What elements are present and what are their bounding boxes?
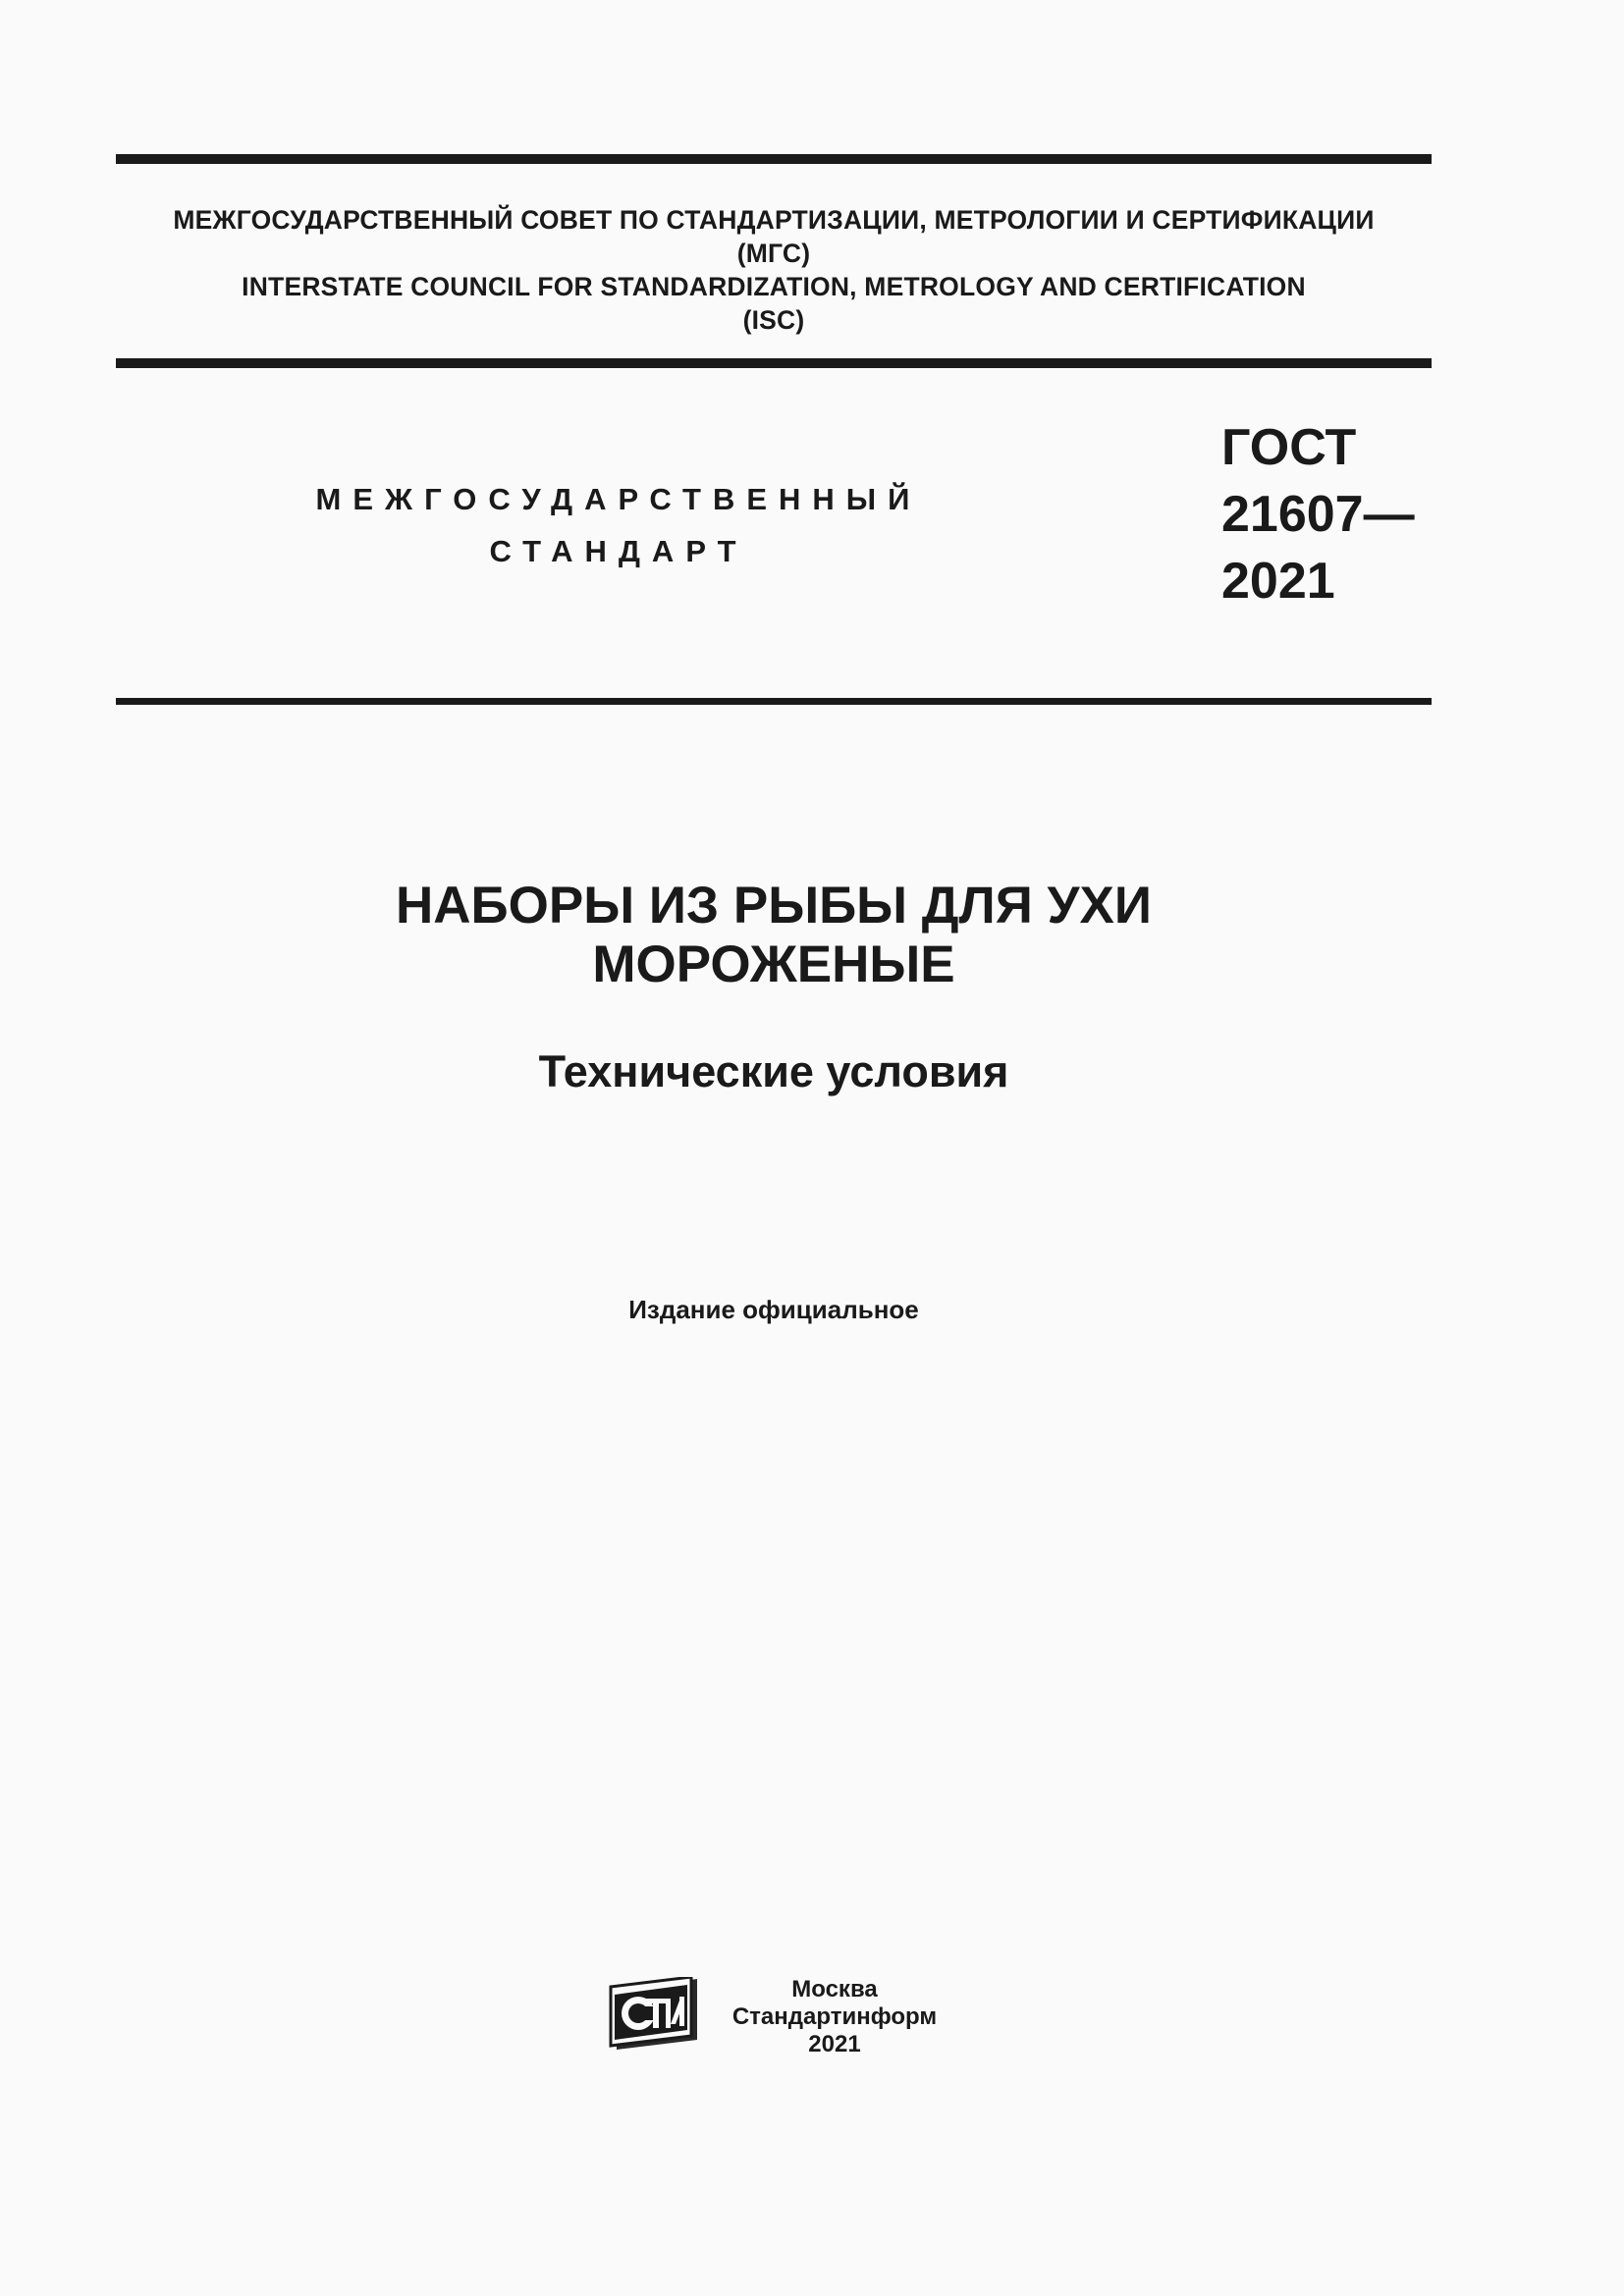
title-line2: МОРОЖЕНЫЕ	[592, 935, 955, 993]
council-name-en: INTERSTATE COUNCIL FOR STANDARDIZATION, METROLOGY AND CERTIFICATION	[242, 272, 1306, 301]
standard-type-line2: СТАНДАРТ	[489, 534, 748, 568]
imprint-city: Москва	[791, 1976, 878, 2002]
standard-type	[295, 473, 943, 577]
designation-prefix: ГОСТ	[1221, 419, 1357, 476]
council-abbr-en: (ISC)	[742, 305, 805, 335]
top-rule	[116, 154, 1432, 164]
document-title	[116, 877, 1432, 994]
council-header	[116, 203, 1432, 337]
imprint-publisher: Стандартинформ	[731, 2003, 938, 2030]
designation-number: 21607—	[1221, 486, 1415, 543]
imprint-year: 2021	[808, 2031, 861, 2057]
designation-year: 2021	[1221, 553, 1335, 610]
title-line1: НАБОРЫ ИЗ РЫБЫ ДЛЯ УХИ	[396, 877, 1152, 934]
document-subtitle: Технические условия	[538, 1046, 1009, 1096]
imprint	[717, 1976, 952, 2058]
edition-label: Издание официальное	[628, 1295, 919, 1324]
middle-rule	[116, 358, 1432, 368]
standard-type-line1: МЕЖГОСУДАРСТВЕННЫЙ	[315, 482, 922, 516]
standartinform-logo-icon	[609, 1977, 699, 2052]
council-abbr-ru: (МГС)	[736, 239, 811, 268]
bottom-rule	[116, 698, 1432, 705]
council-name-ru: МЕЖГОСУДАРСТВЕННЫЙ СОВЕТ ПО СТАНДАРТИЗАЦИИ, МЕТРОЛОГИИ И СЕРТИФИКАЦИИ	[173, 205, 1375, 235]
logo-text: СТИ	[609, 1977, 612, 1978]
standard-designation	[1221, 414, 1415, 614]
